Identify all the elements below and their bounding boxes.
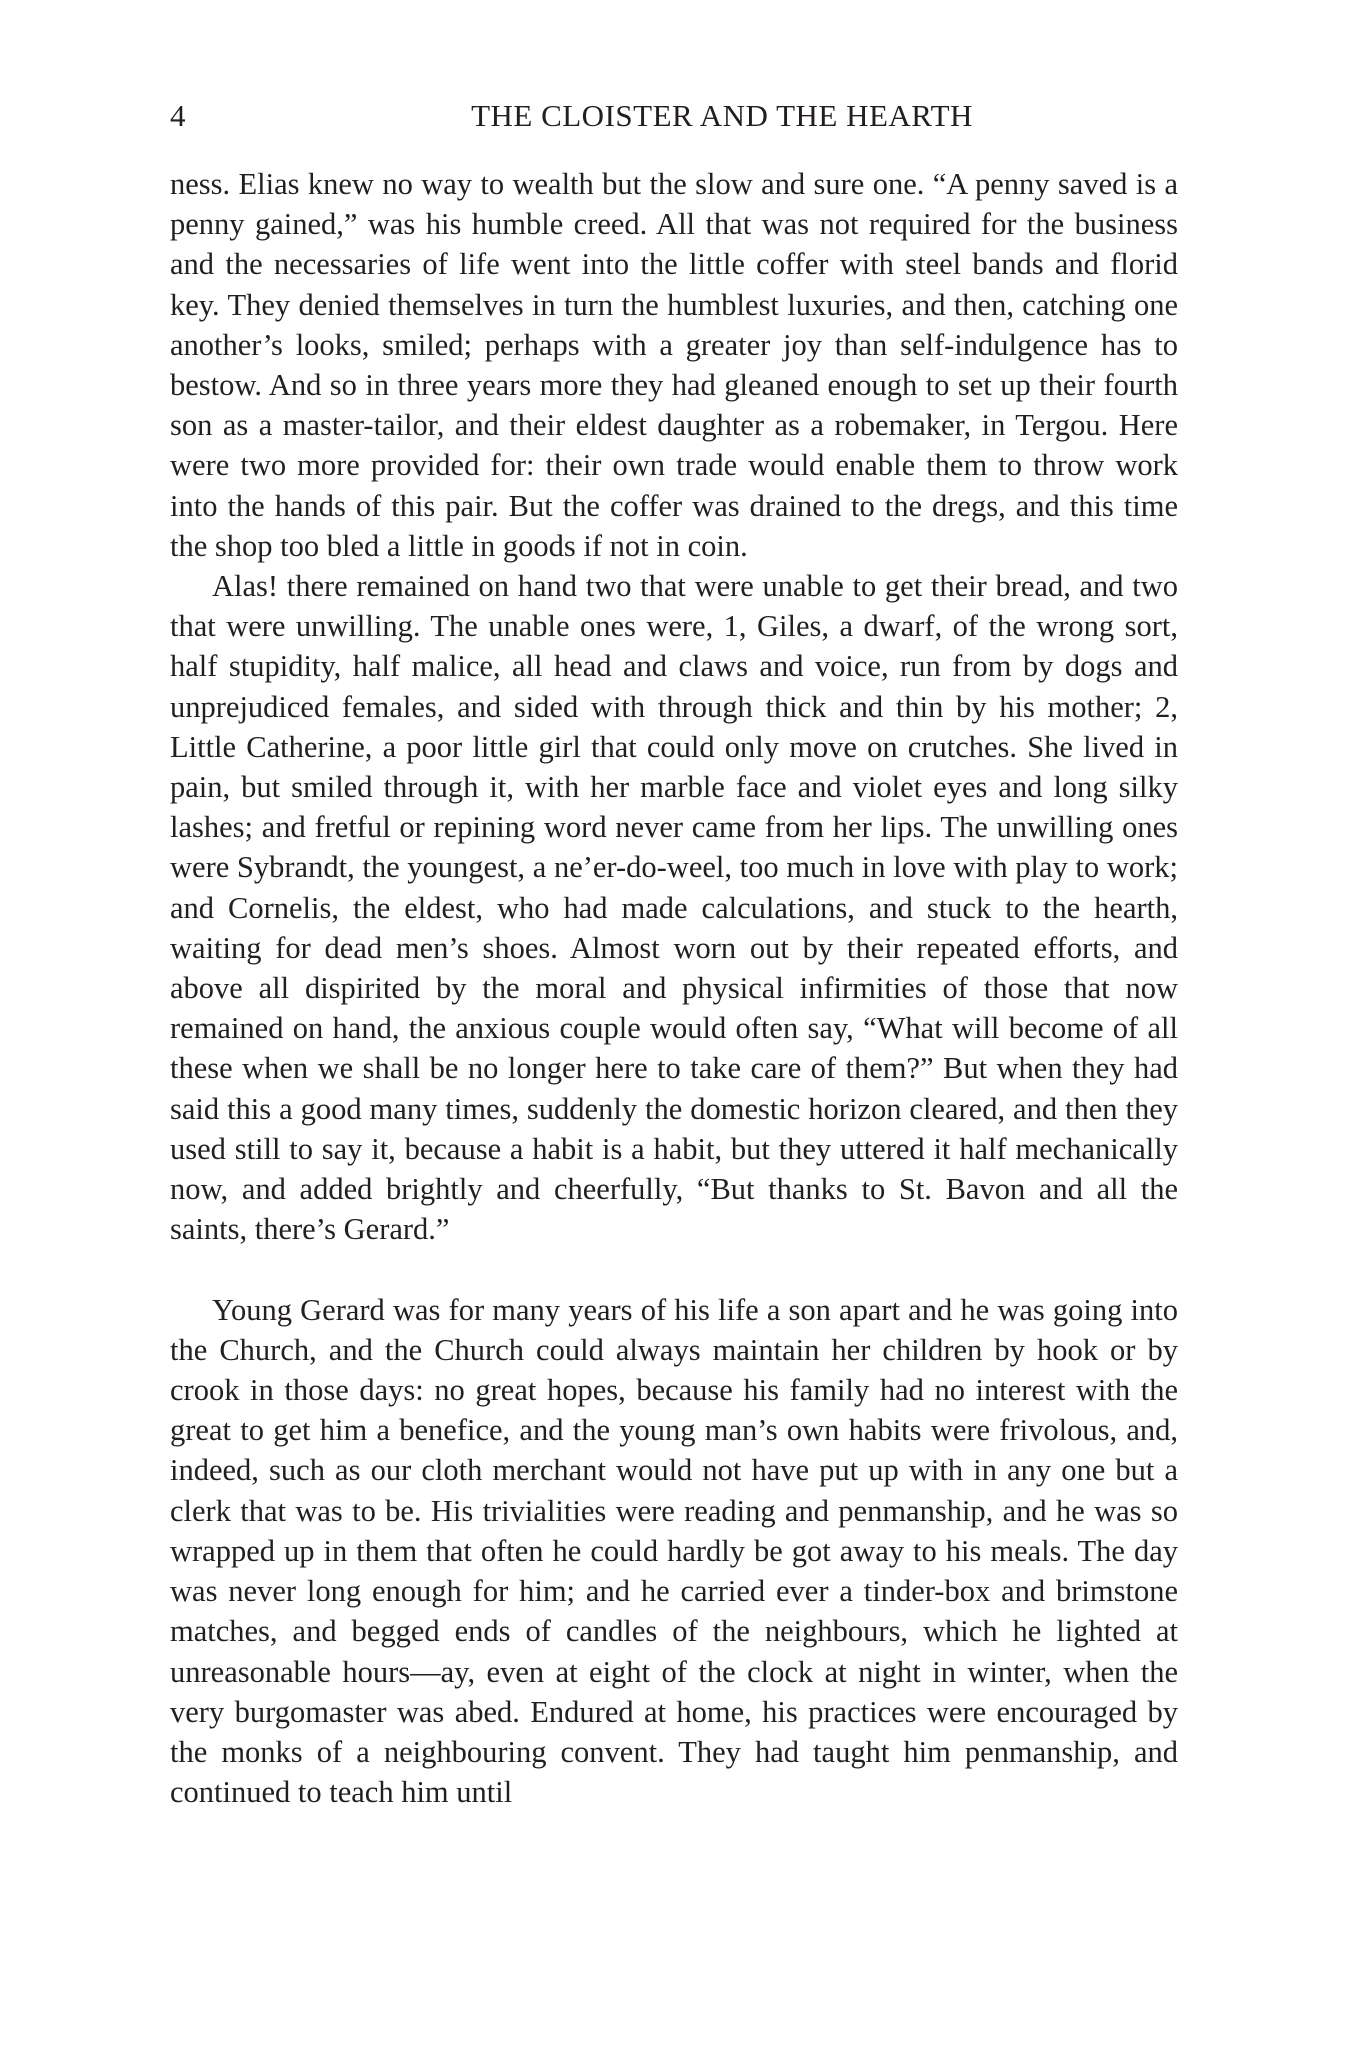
- running-head: [170, 94, 1178, 138]
- page-number: 4: [170, 98, 186, 133]
- running-title: THE CLOISTER AND THE HEARTH: [471, 98, 973, 133]
- paragraph-continued: ness. Elias knew no way to wealth but the slow and sure one. “A penny saved is a penny gained,” was his humble creed. All that was not required for the business and the necessaries of life went into the little coffer with steel bands and florid key. They denied themselves in turn the humblest luxuries, and then, catching one another’s looks, smiled; perhaps with a greater joy than self-indulgence has to bestow. And so in three years more they had gleaned enough to set up their fourth son as a master-tailor, and their eldest daughter as a robemaker, in Tergou. Here were two more provided for: their own trade would enable them to throw work into the hands of this pair. But the coffer was drained to the dregs, and this time the shop too bled a little in goods if not in coin.: [170, 167, 1178, 563]
- paragraph-section-start: Young Gerard was for many years of his life a son apart and he was going into the Church, and the Church could always maintain her children by hook or by crook in those days: no great hopes, because his family had no interest with the great to get him a benefice, and the young man’s own habits were frivolous, and, indeed, such as our cloth merchant would not have put up with in any one but a clerk that was to be. His trivialities were reading and penmanship, and he was so wrapped up in them that often he could hardly be got away to his meals. The day was never long enough for him; and he carried ever a tinder-box and brimstone matches, and begged ends of candles of the neighbours, which he lighted at unreasonable hours—ay, even at eight of the clock at night in winter, when the very burgomaster was abed. Endured at home, his practices were encouraged by the monks of a neighbouring convent. They had taught him penmanship, and continued to teach him until: [170, 1292, 1178, 1810]
- paragraph: Alas! there remained on hand two that were unable to get their bread, and two that were unwilling. The unable ones were, 1, Giles, a dwarf, of the wrong sort, half stupidity, half malice, all head and claws and voice, run from by dogs and unprejudiced females, and sided with through thick and thin by his mother; 2, Little Catherine, a poor little girl that could only move on crutches. She lived in pain, but smiled through it, with her marble face and violet eyes and long silky lashes; and fretful or repining word never came from her lips. The unwilling ones were Sybrandt, the youngest, a ne’er-do-weel, too much in love with play to work; and Cornelis, the eldest, who had made calculations, and stuck to the hearth, waiting for dead men’s shoes. Almost worn out by their repeated efforts, and above all dispirited by the moral and physical infirmities of those that now remained on hand, the anxious couple would often say, “What will become of all these when we shall be no longer here to take care of them?” But when they had said this a good many times, suddenly the domestic horizon cleared, and then they used still to say it, because a habit is a habit, but they uttered it half mechanically now, and added brightly and cheerfully, “But thanks to St. Bavon and all the saints, there’s Gerard.”: [170, 569, 1178, 1247]
- body-text: [170, 164, 1178, 1812]
